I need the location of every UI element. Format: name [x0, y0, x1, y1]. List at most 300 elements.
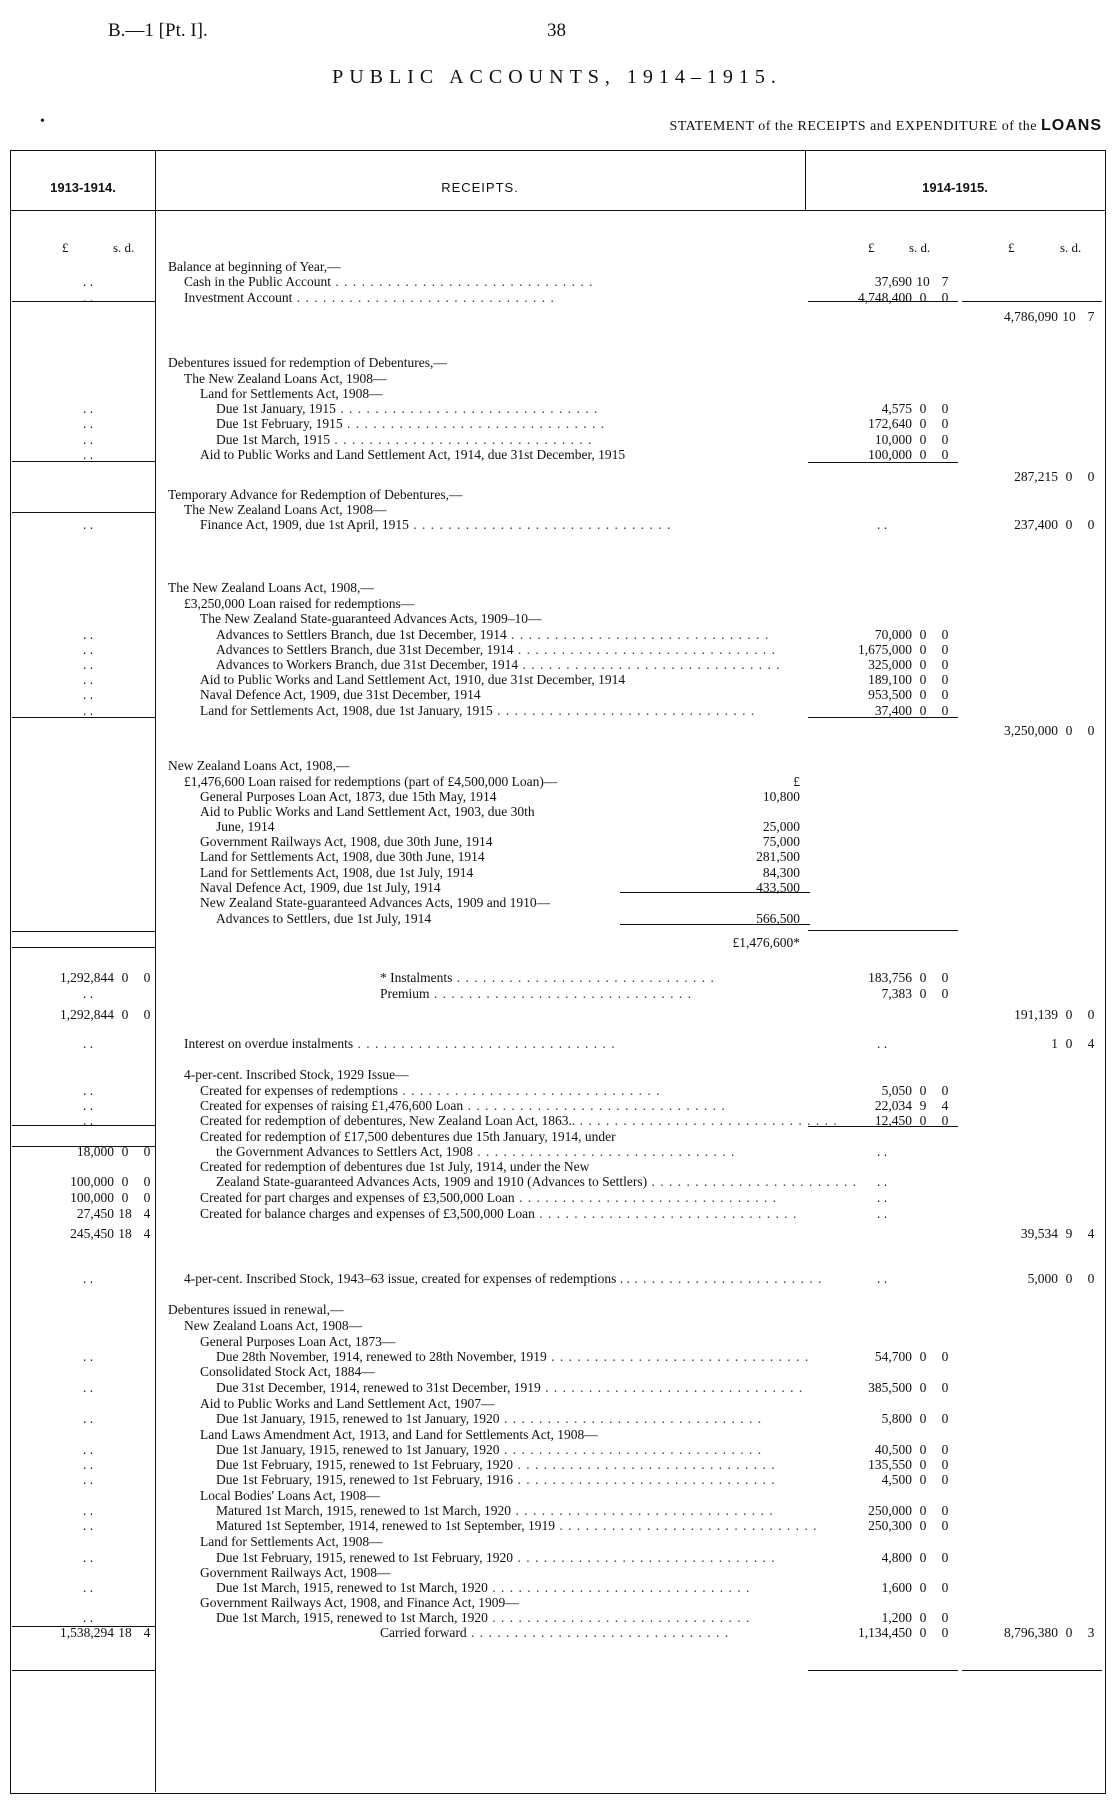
- unit-sd: s. d.: [909, 240, 931, 255]
- row-text-cell: [168, 1379, 856, 1396]
- amount-pence: 0: [941, 1457, 949, 1472]
- amount-shillings: 0: [919, 986, 927, 1001]
- row-description: Naval Defence Act, 1909, due 31st December, 1914: [200, 687, 481, 702]
- empty-marker: . .: [82, 1271, 94, 1286]
- amount-shillings: 0: [919, 657, 927, 672]
- amount-1914-1915-detail: [808, 1517, 956, 1534]
- amount-pounds: 385,500: [868, 1380, 912, 1395]
- amount-pounds: 70,000: [874, 627, 912, 642]
- row-description: Cash in the Public Account . .: [184, 274, 593, 289]
- row-description: Temporary Advance for Redemption of Debentures,—: [168, 487, 463, 502]
- total-rule: [12, 1146, 155, 1147]
- amount-pence: 0: [941, 401, 949, 416]
- amount-pence: 4: [143, 1625, 151, 1640]
- row-description: Due 31st December, 1914, renewed to 31st December, 1919 . .: [216, 1380, 803, 1395]
- row-description: Land for Settlements Act, 1908, due 30th June, 1914: [200, 849, 485, 864]
- amount-pence: 0: [941, 687, 949, 702]
- amount-1914-1915-total: [962, 468, 1102, 485]
- amount-pounds: 4,748,400: [858, 290, 912, 305]
- table-row: [0, 910, 1114, 927]
- table-row: [0, 610, 1114, 627]
- row-description: Finance Act, 1909, due 1st April, 1915 . .: [200, 517, 671, 532]
- amount-pounds: 3,250,000: [1004, 723, 1058, 738]
- empty-marker: . .: [82, 657, 94, 672]
- row-text-cell: [168, 1173, 856, 1190]
- amount-pounds: 183,756: [868, 970, 912, 985]
- empty-marker: . .: [82, 1550, 94, 1565]
- amount-shillings: 0: [919, 1610, 927, 1625]
- total-rule: [620, 924, 810, 925]
- row-description: Due 1st February, 1915, renewed to 1st February, 1920 . .: [216, 1550, 776, 1565]
- amount-pounds: 1: [1051, 1036, 1058, 1051]
- amount-pence: 0: [941, 1503, 949, 1518]
- amount-1914-1915-detail: [808, 969, 956, 986]
- row-description: the Government Advances to Settlers Act, 1908 . .: [216, 1144, 735, 1159]
- amount-shillings: 0: [919, 1113, 927, 1128]
- row-text-cell: [380, 985, 808, 1002]
- page-title: PUBLIC ACCOUNTS, 1914–1915.: [332, 66, 782, 88]
- amount-pence: 4: [1087, 1036, 1095, 1051]
- total-rule: [12, 301, 155, 302]
- empty-marker: . .: [82, 1380, 94, 1395]
- row-description: Government Railways Act, 1908, due 30th June, 1914: [200, 834, 493, 849]
- empty-marker: . .: [82, 1610, 94, 1625]
- row-text-cell: [168, 1189, 840, 1206]
- amount-pence: 0: [941, 1550, 949, 1565]
- row-description: The New Zealand State-guaranteed Advances Acts, 1909–10—: [200, 611, 542, 626]
- total-rule: [12, 512, 155, 513]
- total-rule: [12, 1670, 155, 1671]
- row-description: Created for redemption of debentures, New Zealand Loan Act, 1863.. . .: [200, 1113, 838, 1128]
- inner-amount: £: [793, 774, 800, 789]
- unit-pound: £: [62, 240, 69, 255]
- amount-1914-1915-detail: [808, 1471, 956, 1488]
- amount-pence: 0: [1087, 1271, 1095, 1286]
- amount-shillings: 0: [919, 1442, 927, 1457]
- empty-marker: . .: [82, 1098, 94, 1113]
- row-text-cell: [168, 1533, 980, 1550]
- row-text-cell: [168, 1035, 824, 1052]
- amount-shillings: 18: [118, 1625, 132, 1640]
- row-description: General Purposes Loan Act, 1873—: [200, 1334, 396, 1349]
- amount-pounds: 189,100: [868, 672, 912, 687]
- amount-pounds: 5,000: [1027, 1271, 1058, 1286]
- amount-pence: 0: [143, 1190, 151, 1205]
- amount-shillings: 0: [919, 401, 927, 416]
- total-rule: [12, 947, 155, 948]
- amount-pence: 7: [1087, 309, 1095, 324]
- row-text-cell: [168, 289, 824, 306]
- amount-1914-1915-detail: [808, 446, 956, 463]
- empty-marker: . .: [82, 416, 94, 431]
- amount-1914-1915-total: [962, 516, 1102, 533]
- amount-pence: 0: [143, 970, 151, 985]
- row-description: The New Zealand Loans Act, 1908—: [184, 502, 387, 517]
- table-row: [0, 1363, 1114, 1380]
- amount-pence: 7: [941, 274, 949, 289]
- amount-1913-1914: [12, 1189, 158, 1206]
- amount-1914-1915-detail: [808, 1410, 956, 1427]
- amount-pounds: 8,796,380: [1004, 1625, 1058, 1640]
- amount-pounds: 953,500: [868, 687, 912, 702]
- table-row: [0, 934, 1114, 951]
- row-description: Due 1st March, 1915 . .: [216, 432, 592, 447]
- amount-pence: 0: [941, 1349, 949, 1364]
- amount-pounds: 7,383: [881, 986, 912, 1001]
- table-row: [0, 1517, 1114, 1534]
- row-text-cell: [168, 579, 948, 596]
- amount-shillings: 0: [1065, 723, 1073, 738]
- amount-pounds: 250,000: [868, 1503, 912, 1518]
- row-description: June, 1914: [216, 819, 275, 834]
- row-description: Due 1st March, 1915, renewed to 1st March, 1920 . .: [216, 1610, 750, 1625]
- amount-pounds: 1,675,000: [858, 642, 912, 657]
- total-rule: [12, 1125, 155, 1126]
- empty-marker: . .: [82, 672, 94, 687]
- row-text-cell: [168, 1270, 824, 1287]
- amount-pence: 0: [941, 703, 949, 718]
- amount-pence: 0: [941, 1610, 949, 1625]
- amount-1914-1915-detail: [808, 985, 956, 1002]
- header-rule: [10, 210, 1105, 211]
- amount-1913-1914: [12, 1006, 158, 1023]
- row-description: £3,250,000 Loan raised for redemptions—: [184, 596, 415, 611]
- amount-1913-1914: [12, 1225, 158, 1242]
- table-row: [0, 969, 1114, 986]
- empty-marker: . .: [82, 1518, 94, 1533]
- amount-shillings: 10: [1062, 309, 1076, 324]
- statement-loans: LOANS: [1041, 117, 1102, 134]
- amount-shillings: 0: [919, 290, 927, 305]
- empty-marker: . .: [82, 1457, 94, 1472]
- table-row: [0, 579, 1114, 596]
- amount-shillings: 0: [121, 1007, 129, 1022]
- row-description: Due 1st March, 1915, renewed to 1st March, 1920 . .: [216, 1580, 750, 1595]
- amount-pounds: 4,500: [881, 1472, 912, 1487]
- table-row: [0, 985, 1114, 1002]
- row-description: Aid to Public Works and Land Settlement Act, 1914, due 31st December, 1915: [200, 447, 626, 462]
- amount-pounds: 191,139: [1014, 1007, 1058, 1022]
- row-description: Due 1st February, 1915 . .: [216, 416, 605, 431]
- table-row: [0, 1006, 1114, 1023]
- amount-pounds: 4,786,090: [1004, 309, 1058, 324]
- amount-1914-1915-detail: [808, 273, 956, 290]
- row-description: Government Railways Act, 1908, and Finance Act, 1909—: [200, 1595, 519, 1610]
- row-text-cell: [168, 1205, 840, 1222]
- row-description: The New Zealand Loans Act, 1908,—: [168, 580, 374, 595]
- table-row: [0, 1225, 1114, 1242]
- amount-1914-1915-detail: [808, 289, 956, 306]
- amount-pence: 0: [941, 432, 949, 447]
- row-description: Due 1st January, 1915, renewed to 1st January, 1920 . .: [216, 1442, 762, 1457]
- row-description: Due 1st February, 1915, renewed to 1st February, 1920 . .: [216, 1457, 776, 1472]
- amount-1914-1915-detail: [808, 686, 956, 703]
- row-text-cell: [168, 354, 948, 371]
- row-description: Matured 1st September, 1914, renewed to 1st September, 1919 . .: [216, 1518, 817, 1533]
- table-row: [0, 1173, 1114, 1190]
- table-row: [0, 1317, 1114, 1334]
- empty-marker: . .: [82, 1349, 94, 1364]
- row-description: Due 1st February, 1915, renewed to 1st February, 1916 . .: [216, 1472, 776, 1487]
- amount-pence: 0: [941, 447, 949, 462]
- row-text-cell: [380, 969, 808, 986]
- row-description: Advances to Settlers, due 1st July, 1914: [216, 911, 432, 926]
- total-rule: [962, 301, 1102, 302]
- statement-text: STATEMENT of the RECEIPTS and EXPENDITURE of the: [669, 119, 1037, 134]
- empty-marker: . .: [82, 447, 94, 462]
- amount-pounds: 1,200: [881, 1610, 912, 1625]
- table-row: [0, 1379, 1114, 1396]
- total-rule: [808, 462, 958, 463]
- amount-shillings: 0: [919, 672, 927, 687]
- amount-shillings: 0: [121, 970, 129, 985]
- table-row: [0, 289, 1114, 306]
- table-row: [0, 1035, 1114, 1052]
- amount-pence: 0: [941, 657, 949, 672]
- col-1913-1914: 1913-1914.: [50, 180, 116, 195]
- margin-dot: •: [40, 114, 45, 129]
- row-description: Debentures issued in renewal,—: [168, 1302, 344, 1317]
- amount-pounds: 1,292,844: [60, 1007, 114, 1022]
- row-description: Balance at beginning of Year,—: [168, 259, 341, 274]
- amount-pence: 0: [941, 1518, 949, 1533]
- row-description: Interest on overdue instalments . .: [184, 1036, 616, 1051]
- total-rule: [12, 717, 155, 718]
- row-description: Land for Settlements Act, 1908—: [200, 1534, 383, 1549]
- amount-1914-1915-total: [962, 308, 1102, 325]
- row-description: Aid to Public Works and Land Settlement Act, 1907—: [200, 1396, 495, 1411]
- amount-shillings: 0: [1065, 469, 1073, 484]
- row-description: Created for expenses of raising £1,476,600 Loan . .: [200, 1098, 726, 1113]
- row-text-cell: [168, 1066, 964, 1083]
- row-description: * Instalments . .: [380, 970, 715, 985]
- row-description: 4-per-cent. Inscribed Stock, 1943–63 issue, created for expenses of redemptions . . . .: [184, 1271, 824, 1286]
- inner-amount: 281,500: [756, 849, 800, 864]
- row-text-cell: [168, 1301, 948, 1318]
- row-text-cell: [168, 1112, 840, 1129]
- row-description: Due 28th November, 1914, renewed to 28th November, 1919 . .: [216, 1349, 809, 1364]
- table-row: [0, 1471, 1114, 1488]
- amount-shillings: 0: [919, 1083, 927, 1098]
- amount-pounds: 4,575: [881, 401, 912, 416]
- row-description: Land for Settlements Act, 1908—: [200, 386, 383, 401]
- row-description: Debentures issued for redemption of Debentures,—: [168, 355, 447, 370]
- amount-pence: 0: [941, 1442, 949, 1457]
- inner-amount: 566,500: [756, 911, 800, 926]
- amount-pounds: 39,534: [1020, 1226, 1058, 1241]
- row-description: Advances to Settlers Branch, due 1st December, 1914 . .: [216, 627, 769, 642]
- total-rule: [12, 461, 155, 462]
- amount-shillings: 0: [121, 1190, 129, 1205]
- row-description: Land for Settlements Act, 1908, due 1st July, 1914: [200, 865, 474, 880]
- row-description: The New Zealand Loans Act, 1908—: [184, 371, 387, 386]
- amount-1914-1915-detail: . .: [876, 1206, 888, 1221]
- total-rule: [808, 1126, 958, 1127]
- amount-pence: 0: [941, 1380, 949, 1395]
- amount-pounds: 5,050: [881, 1083, 912, 1098]
- col-receipts: RECEIPTS.: [441, 180, 519, 195]
- amount-1914-1915-detail: [808, 1379, 956, 1396]
- row-description: Created for redemption of £17,500 debentures due 15th January, 1914, under: [200, 1129, 616, 1144]
- table-row: [0, 273, 1114, 290]
- empty-marker: . .: [82, 517, 94, 532]
- row-description: Advances to Workers Branch, due 31st December, 1914 . .: [216, 657, 781, 672]
- row-description: Naval Defence Act, 1909, due 1st July, 1914: [200, 880, 441, 895]
- empty-marker: . .: [82, 687, 94, 702]
- unit-pound: £: [1008, 240, 1015, 255]
- amount-1914-1915-detail: . .: [876, 1174, 888, 1189]
- empty-marker: . .: [82, 1113, 94, 1128]
- amount-pounds: 100,000: [70, 1190, 114, 1205]
- amount-shillings: 0: [1065, 1036, 1073, 1051]
- inner-amount: 84,300: [762, 865, 800, 880]
- amount-1914-1915-detail: . .: [876, 1271, 888, 1286]
- row-description: New Zealand Loans Act, 1908,—: [168, 758, 350, 773]
- unit-pound: £: [868, 240, 875, 255]
- amount-1914-1915-detail: . .: [876, 517, 888, 532]
- amount-shillings: 0: [919, 1411, 927, 1426]
- amount-shillings: 18: [118, 1226, 132, 1241]
- amount-shillings: 0: [1065, 1625, 1073, 1640]
- amount-1913-1914: [12, 969, 158, 986]
- amount-pence: 4: [1087, 1226, 1095, 1241]
- amount-1914-1915-total: [962, 722, 1102, 739]
- row-text-cell: [168, 1363, 980, 1380]
- amount-pounds: 250,300: [868, 1518, 912, 1533]
- row-text-cell: [168, 702, 840, 719]
- row-description: Aid to Public Works and Land Settlement Act, 1903, due 30th: [200, 804, 535, 819]
- amount-pounds: 10,000: [874, 432, 912, 447]
- amount-pounds: 325,000: [868, 657, 912, 672]
- amount-pence: 0: [941, 1625, 949, 1640]
- empty-marker: . .: [82, 986, 94, 1001]
- row-description: Aid to Public Works and Land Settlement Act, 1910, due 31st December, 1914: [200, 672, 626, 687]
- inner-amount: 75,000: [762, 834, 800, 849]
- row-text-cell: [168, 894, 980, 911]
- amount-pence: 0: [143, 1007, 151, 1022]
- table-row: [0, 1205, 1114, 1222]
- amount-pounds: 4,800: [881, 1550, 912, 1565]
- amount-pence: 0: [941, 672, 949, 687]
- table-row: [0, 516, 1114, 533]
- inner-amount: 433,500: [756, 880, 800, 895]
- row-description: Created for expenses of redemptions . .: [200, 1083, 660, 1098]
- amount-shillings: 0: [919, 970, 927, 985]
- table-row: [0, 446, 1114, 463]
- total-rule: [12, 1626, 155, 1627]
- row-text-cell: [168, 273, 824, 290]
- row-description: Created for balance charges and expenses of £3,500,000 Loan . .: [200, 1206, 797, 1221]
- amount-shillings: 0: [919, 416, 927, 431]
- row-description: £1,476,600 Loan raised for redemptions (part of £4,500,000 Loan)—: [184, 774, 558, 789]
- amount-pence: 0: [941, 416, 949, 431]
- amount-shillings: 0: [919, 1457, 927, 1472]
- table-row: [0, 1270, 1114, 1287]
- amount-shillings: 0: [919, 1625, 927, 1640]
- amount-shillings: 0: [919, 687, 927, 702]
- row-description: Due 1st January, 1915, renewed to 1st January, 1920 . .: [216, 1411, 762, 1426]
- row-description: Land Laws Amendment Act, 1913, and Land for Settlements Act, 1908—: [200, 1427, 598, 1442]
- table-row: [0, 686, 1114, 703]
- table-row: [0, 894, 1114, 911]
- row-description: Created for redemption of debentures due 1st July, 1914, under the New: [200, 1159, 590, 1174]
- amount-pence: 0: [941, 290, 949, 305]
- row-description: Land for Settlements Act, 1908, due 1st January, 1915 . .: [200, 703, 755, 718]
- row-description: Premium . .: [380, 986, 692, 1001]
- empty-marker: . .: [82, 1411, 94, 1426]
- amount-pence: 0: [941, 1411, 949, 1426]
- empty-marker: . .: [82, 432, 94, 447]
- row-description: Consolidated Stock Act, 1884—: [200, 1364, 375, 1379]
- empty-marker: . .: [82, 274, 94, 289]
- table-row: [0, 354, 1114, 371]
- amount-1914-1915-total: [962, 1225, 1102, 1242]
- amount-pounds: 135,550: [868, 1457, 912, 1472]
- amount-1913-1914: [12, 1205, 158, 1222]
- row-description: 4-per-cent. Inscribed Stock, 1929 Issue—: [184, 1067, 409, 1082]
- amount-pounds: 5,800: [881, 1411, 912, 1426]
- table-row: [0, 848, 1114, 865]
- table-row: [0, 415, 1114, 432]
- amount-pounds: 100,000: [868, 447, 912, 462]
- amount-pounds: 54,700: [874, 1349, 912, 1364]
- row-text-cell: [168, 610, 980, 627]
- empty-marker: . .: [82, 401, 94, 416]
- page-number: 38: [547, 20, 566, 41]
- empty-marker: . .: [82, 1503, 94, 1518]
- empty-marker: . .: [82, 1442, 94, 1457]
- amount-pounds: 37,400: [874, 703, 912, 718]
- amount-pence: 3: [1087, 1625, 1095, 1640]
- amount-1914-1915-detail: [808, 415, 956, 432]
- empty-marker: . .: [82, 703, 94, 718]
- amount-pounds: 237,400: [1014, 517, 1058, 532]
- empty-marker: . .: [82, 642, 94, 657]
- amount-shillings: 18: [118, 1206, 132, 1221]
- amount-pence: 0: [941, 970, 949, 985]
- amount-pence: 0: [941, 642, 949, 657]
- amount-pence: 0: [941, 1113, 949, 1128]
- row-description: Local Bodies' Loans Act, 1908—: [200, 1488, 380, 1503]
- amount-1913-1914: [12, 1173, 158, 1190]
- amount-shillings: 0: [919, 1349, 927, 1364]
- amount-pence: 0: [1087, 517, 1095, 532]
- amount-pounds: 18,000: [76, 1144, 114, 1159]
- row-text-cell: [168, 446, 840, 463]
- table-row: [0, 1066, 1114, 1083]
- row-description: Matured 1st March, 1915, renewed to 1st March, 1920 . .: [216, 1503, 774, 1518]
- amount-1914-1915-total: [962, 1006, 1102, 1023]
- amount-pounds: 1,538,294: [60, 1625, 114, 1640]
- amount-shillings: 10: [916, 274, 930, 289]
- amount-1914-1915-detail: . .: [876, 1036, 888, 1051]
- row-text-cell: [168, 1317, 964, 1334]
- row-text-cell: [168, 516, 840, 533]
- amount-pounds: 1,292,844: [60, 970, 114, 985]
- row-description: Zealand State-guaranteed Advances Acts, 1909 and 1910 (Advances to Settlers) . .: [216, 1174, 856, 1189]
- row-text-cell: [168, 415, 856, 432]
- amount-pence: 0: [941, 1580, 949, 1595]
- row-description: General Purposes Loan Act, 1873, due 15th May, 1914: [200, 789, 497, 804]
- table-row: [0, 757, 1114, 774]
- amount-pounds: 1,134,450: [858, 1625, 912, 1640]
- page-header-ref: B.—1 [Pt. I].: [108, 20, 208, 41]
- total-rule: [808, 930, 958, 931]
- row-description: Carried forward . .: [380, 1625, 729, 1640]
- total-rule: [808, 1670, 958, 1671]
- empty-marker: . .: [82, 290, 94, 305]
- table-row: [0, 468, 1114, 485]
